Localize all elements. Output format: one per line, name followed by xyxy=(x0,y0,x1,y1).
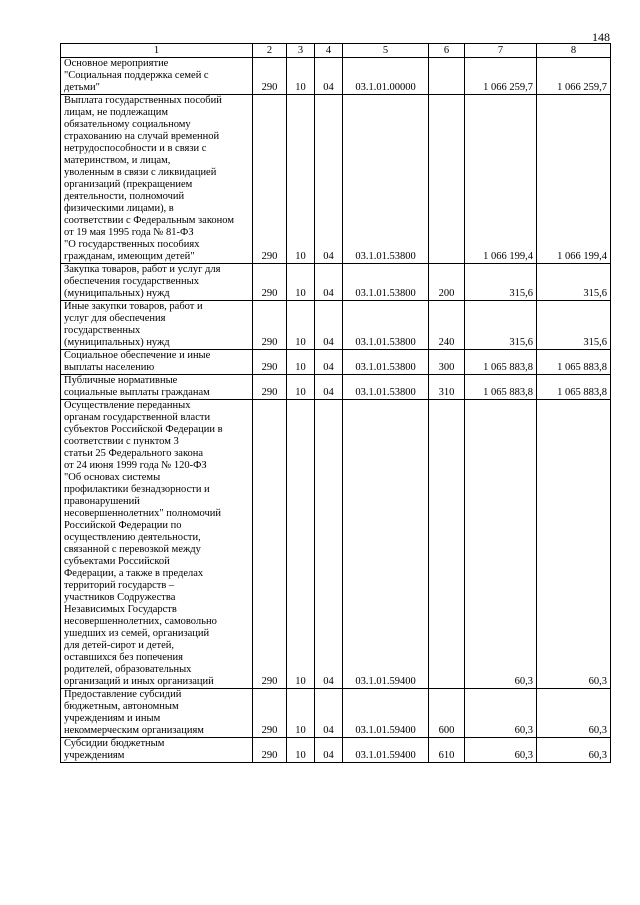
cell-pr: 04 xyxy=(315,58,343,95)
cell-amount-2: 315,6 xyxy=(537,264,611,301)
cell-pr: 04 xyxy=(315,95,343,264)
row-name: Субсидии бюджетным учреждениям xyxy=(61,738,253,763)
row-name: Социальное обеспечение и иные выплаты населению xyxy=(61,350,253,375)
header-cell: 8 xyxy=(537,44,611,58)
header-cell: 6 xyxy=(429,44,465,58)
header-cell: 4 xyxy=(315,44,343,58)
cell-rz: 10 xyxy=(287,400,315,689)
header-cell: 1 xyxy=(61,44,253,58)
table-row xyxy=(61,738,611,763)
table-row xyxy=(61,689,611,738)
cell-gr: 290 xyxy=(253,400,287,689)
cell-amount-2: 60,3 xyxy=(537,400,611,689)
cell-csr: 03.1.01.00000 xyxy=(343,58,429,95)
cell-rz: 10 xyxy=(287,264,315,301)
cell-vr: 300 xyxy=(429,350,465,375)
table-row xyxy=(61,400,611,689)
cell-amount-1: 315,6 xyxy=(465,264,537,301)
cell-vr: 240 xyxy=(429,301,465,350)
table-row xyxy=(61,58,611,95)
row-name: Выплата государственных пособий лицам, не подлежащим обязательному социальному страхованию на случай временной нетрудоспособности и в связи с материнством, и лицам, уволенным в связи с ликвидацией организаций (прекращением деятельности, полномочий физическими лицами), в соответствии с Федеральным законом от 19 мая 1995 года № 81-ФЗ "О государственных пособиях гражданам, имеющим детей" xyxy=(61,95,253,264)
cell-vr xyxy=(429,58,465,95)
cell-csr: 03.1.01.59400 xyxy=(343,689,429,738)
cell-gr: 290 xyxy=(253,375,287,400)
cell-csr: 03.1.01.53800 xyxy=(343,350,429,375)
cell-amount-2: 1 066 199,4 xyxy=(537,95,611,264)
header-cell: 5 xyxy=(343,44,429,58)
cell-amount-1: 60,3 xyxy=(465,738,537,763)
cell-pr: 04 xyxy=(315,689,343,738)
cell-rz: 10 xyxy=(287,738,315,763)
header-cell: 3 xyxy=(287,44,315,58)
cell-amount-1: 1 065 883,8 xyxy=(465,350,537,375)
cell-amount-1: 1 065 883,8 xyxy=(465,375,537,400)
cell-rz: 10 xyxy=(287,350,315,375)
page-number: 148 xyxy=(592,30,610,44)
row-name: Иные закупки товаров, работ и услуг для обеспечения государственных (муниципальных) нужд xyxy=(61,301,253,350)
cell-gr: 290 xyxy=(253,95,287,264)
cell-amount-2: 1 066 259,7 xyxy=(537,58,611,95)
cell-csr: 03.1.01.53800 xyxy=(343,301,429,350)
budget-table xyxy=(60,43,611,763)
header-cell: 2 xyxy=(253,44,287,58)
cell-amount-1: 60,3 xyxy=(465,400,537,689)
cell-pr: 04 xyxy=(315,350,343,375)
table-row xyxy=(61,264,611,301)
cell-rz: 10 xyxy=(287,301,315,350)
cell-amount-1: 315,6 xyxy=(465,301,537,350)
cell-gr: 290 xyxy=(253,301,287,350)
table-row xyxy=(61,350,611,375)
cell-amount-2: 1 065 883,8 xyxy=(537,375,611,400)
cell-pr: 04 xyxy=(315,264,343,301)
cell-amount-1: 1 066 199,4 xyxy=(465,95,537,264)
cell-pr: 04 xyxy=(315,375,343,400)
cell-rz: 10 xyxy=(287,375,315,400)
cell-amount-2: 60,3 xyxy=(537,689,611,738)
cell-vr: 310 xyxy=(429,375,465,400)
cell-gr: 290 xyxy=(253,264,287,301)
header-cell: 7 xyxy=(465,44,537,58)
cell-gr: 290 xyxy=(253,689,287,738)
row-name: Основное мероприятие "Социальная поддержка семей с детьми" xyxy=(61,58,253,95)
cell-amount-2: 315,6 xyxy=(537,301,611,350)
table-row xyxy=(61,301,611,350)
cell-vr: 600 xyxy=(429,689,465,738)
cell-vr: 200 xyxy=(429,264,465,301)
cell-gr: 290 xyxy=(253,350,287,375)
cell-amount-2: 60,3 xyxy=(537,738,611,763)
row-name: Закупка товаров, работ и услуг для обеспечения государственных (муниципальных) нужд xyxy=(61,264,253,301)
cell-rz: 10 xyxy=(287,95,315,264)
cell-rz: 10 xyxy=(287,689,315,738)
cell-vr xyxy=(429,400,465,689)
cell-vr: 610 xyxy=(429,738,465,763)
cell-amount-1: 1 066 259,7 xyxy=(465,58,537,95)
cell-csr: 03.1.01.53800 xyxy=(343,264,429,301)
row-name: Публичные нормативные социальные выплаты гражданам xyxy=(61,375,253,400)
cell-pr: 04 xyxy=(315,738,343,763)
cell-csr: 03.1.01.53800 xyxy=(343,375,429,400)
table-row xyxy=(61,375,611,400)
cell-rz: 10 xyxy=(287,58,315,95)
cell-vr xyxy=(429,95,465,264)
cell-gr: 290 xyxy=(253,738,287,763)
row-name: Предоставление субсидий бюджетным, автономным учреждениям и иным некоммерческим организациям xyxy=(61,689,253,738)
cell-gr: 290 xyxy=(253,58,287,95)
cell-csr: 03.1.01.59400 xyxy=(343,738,429,763)
cell-csr: 03.1.01.59400 xyxy=(343,400,429,689)
header-row xyxy=(61,44,611,58)
table-row xyxy=(61,95,611,264)
cell-amount-1: 60,3 xyxy=(465,689,537,738)
cell-csr: 03.1.01.53800 xyxy=(343,95,429,264)
cell-amount-2: 1 065 883,8 xyxy=(537,350,611,375)
cell-pr: 04 xyxy=(315,301,343,350)
cell-pr: 04 xyxy=(315,400,343,689)
row-name: Осуществление переданных органам государственной власти субъектов Российской Федерации в соответствии с пунктом 3 статьи 25 Федерального закона от 24 июня 1999 года № 120-ФЗ "Об основах системы профилактики безнадзорности и правонарушений несовершеннолетних" полномочий Российской Федерации по осуществлению деятельности, связанной с перевозкой между субъектами Российской Федерации, а также в пределах территорий государств – участников Содружества Независимых Государств несовершеннолетних, самовольно ушедших из семей, организаций для детей-сирот и детей, оставшихся без попечения родителей, образовательных организаций и иных организаций xyxy=(61,400,253,689)
